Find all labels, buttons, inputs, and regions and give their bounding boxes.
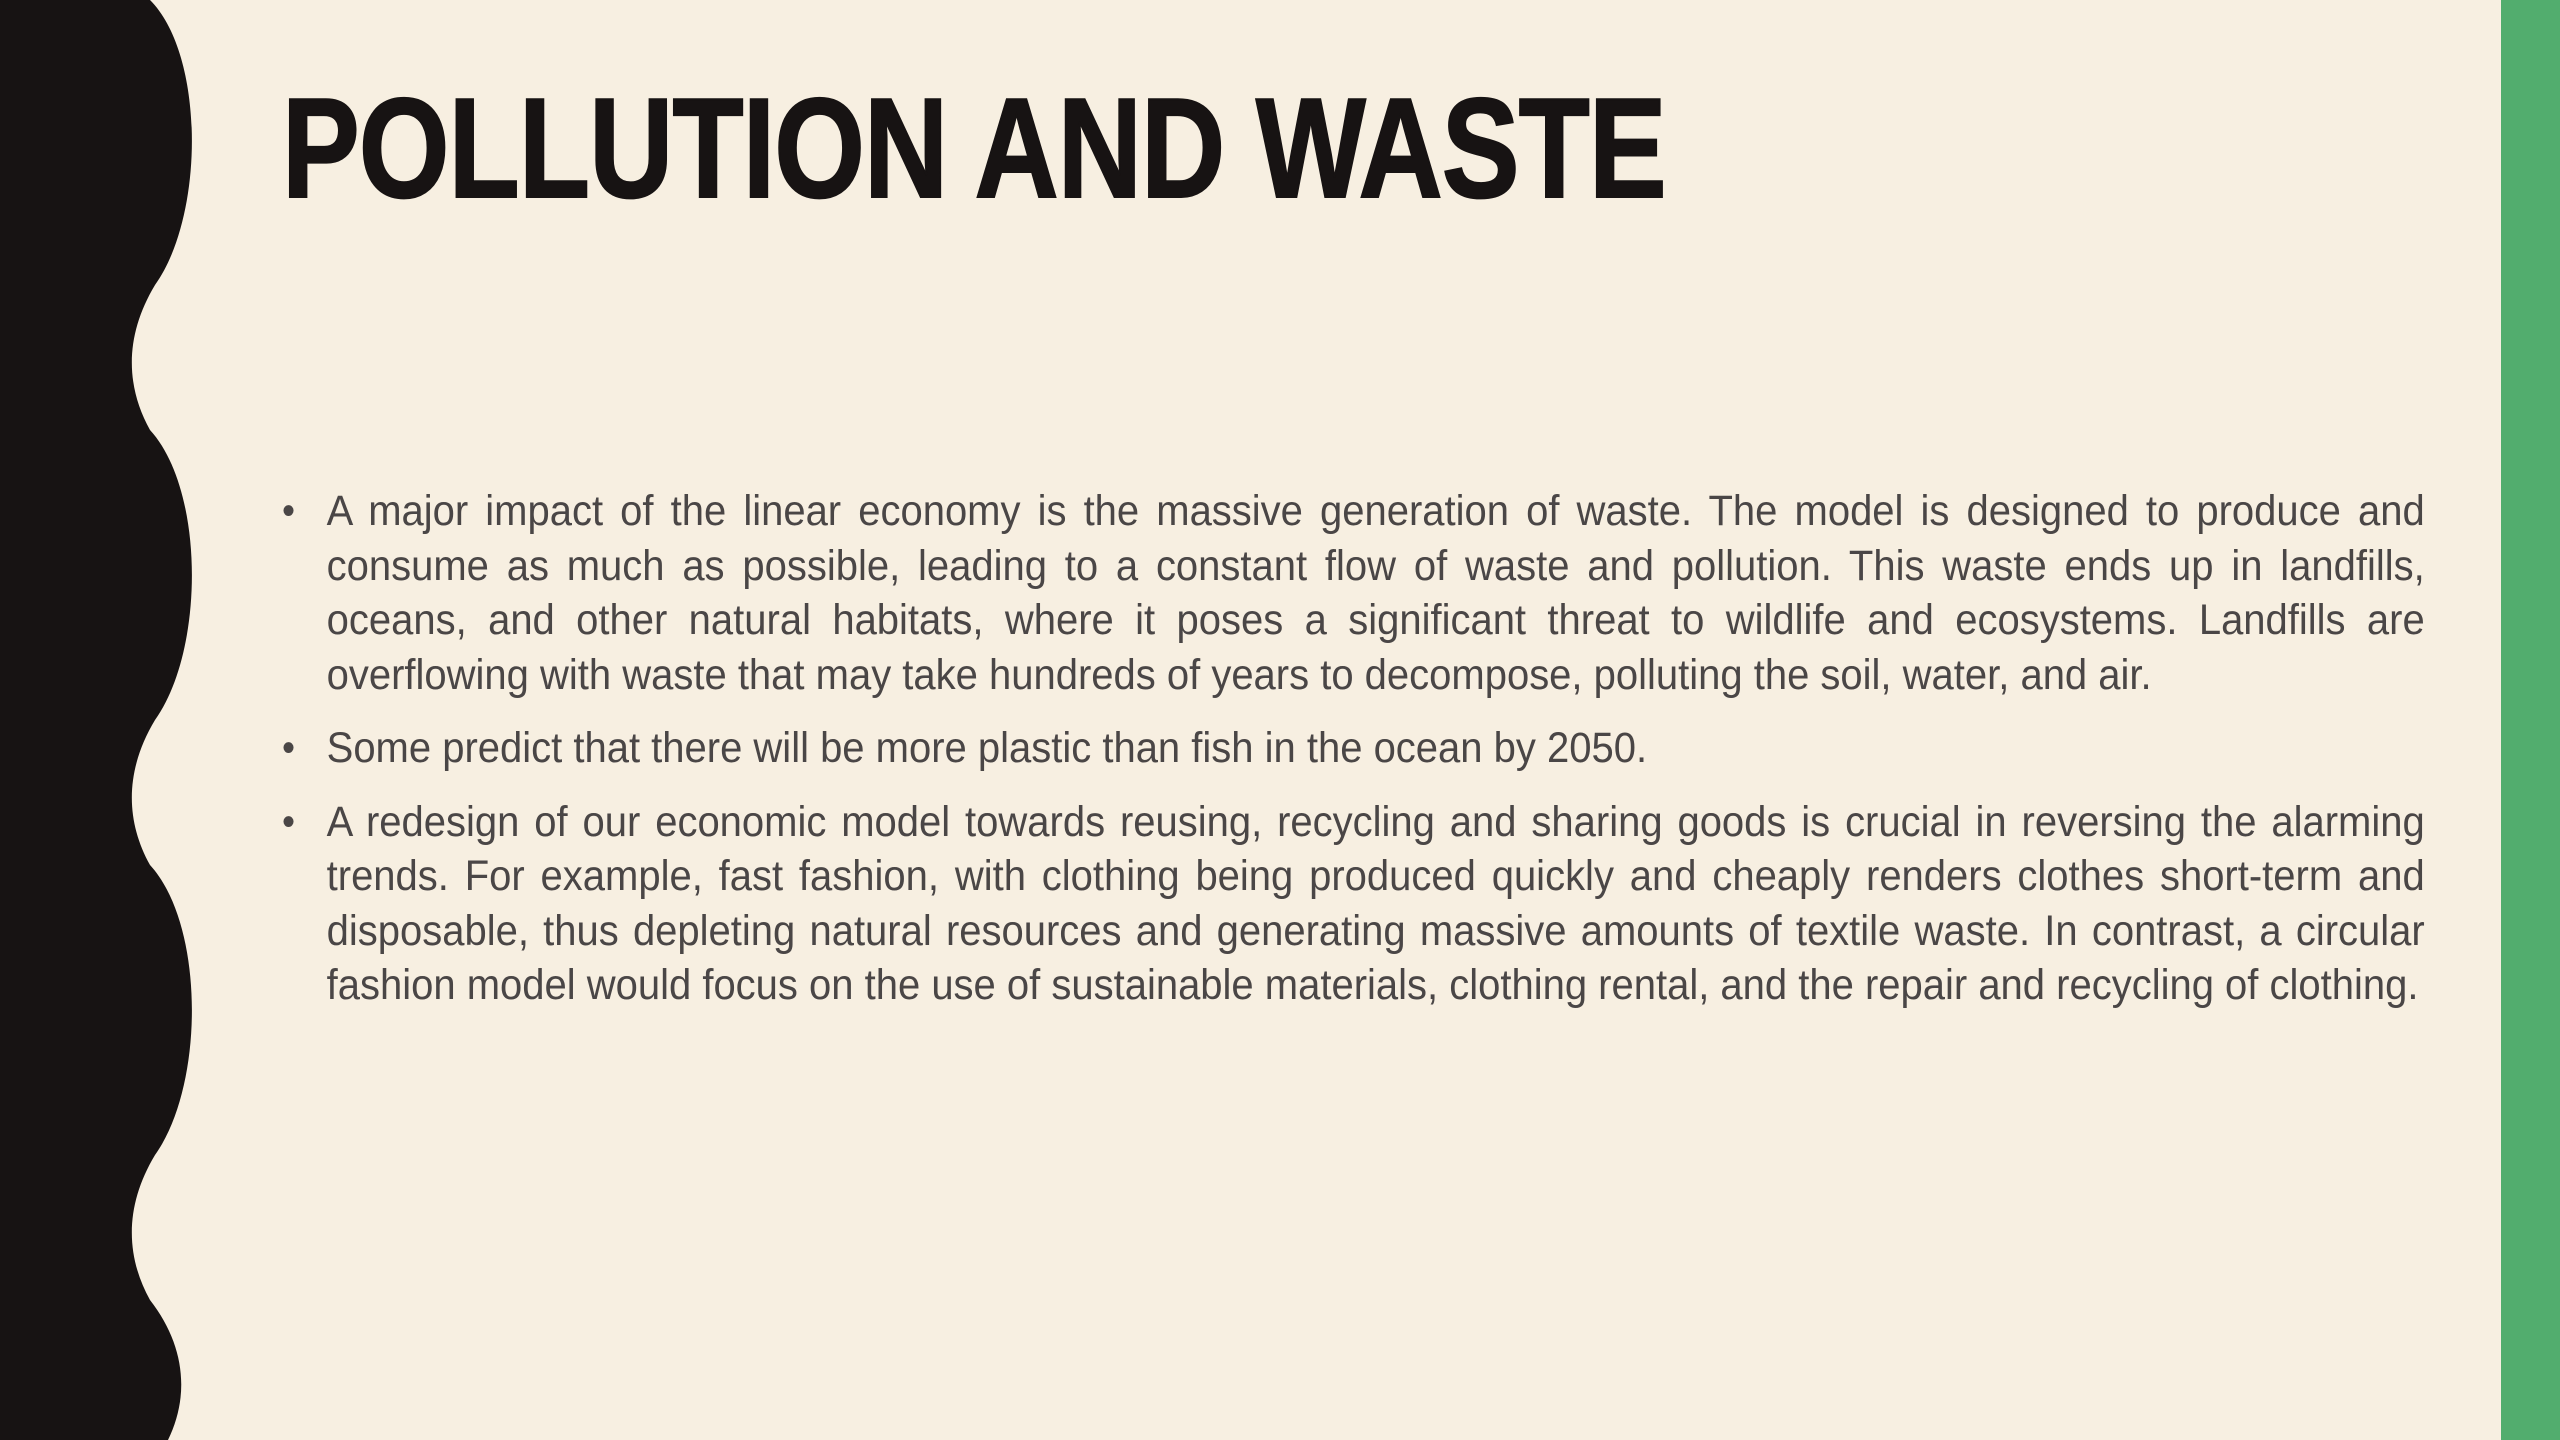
left-wave-decoration <box>0 0 200 1440</box>
bullet-text: A major impact of the linear economy is the massive generation of waste. The model is designed to produce and consume as much as possible, leading to a constant flow of waste and pollution. This waste ends up in landfills, oceans, and other natural habitats, where it poses a significant threat to wildlife and ecosystems. Landfills are overflowing with waste that may take hundreds of years to decompose, polluting the soil, water, and air. <box>326 487 2425 699</box>
bullet-list <box>282 484 2425 1032</box>
bullet-text: A redesign of our economic model towards reusing, recycling and sharing goods is crucial in reversing the alarming trends. For example, fast fashion, with clothing being produced quickly and cheaply renders clothes short-term and disposable, thus depleting natural resources and generating massive amounts of textile waste. In contrast, a circular fashion model would focus on the use of sustainable materials, clothing rental, and the repair and recycling of clothing. <box>326 797 2425 1009</box>
bullet-icon: • <box>282 799 296 844</box>
bullet-icon: • <box>282 726 296 770</box>
bullet-icon: • <box>282 489 296 533</box>
bullet-item <box>282 721 2425 776</box>
slide-title: POLLUTION AND WASTE <box>282 69 1666 228</box>
bullet-item <box>282 795 2425 1013</box>
bullet-text: Some predict that there will be more plastic than fish in the ocean by 2050. <box>326 724 1648 772</box>
bullet-item <box>282 484 2425 702</box>
right-accent-bar <box>2501 0 2560 1440</box>
